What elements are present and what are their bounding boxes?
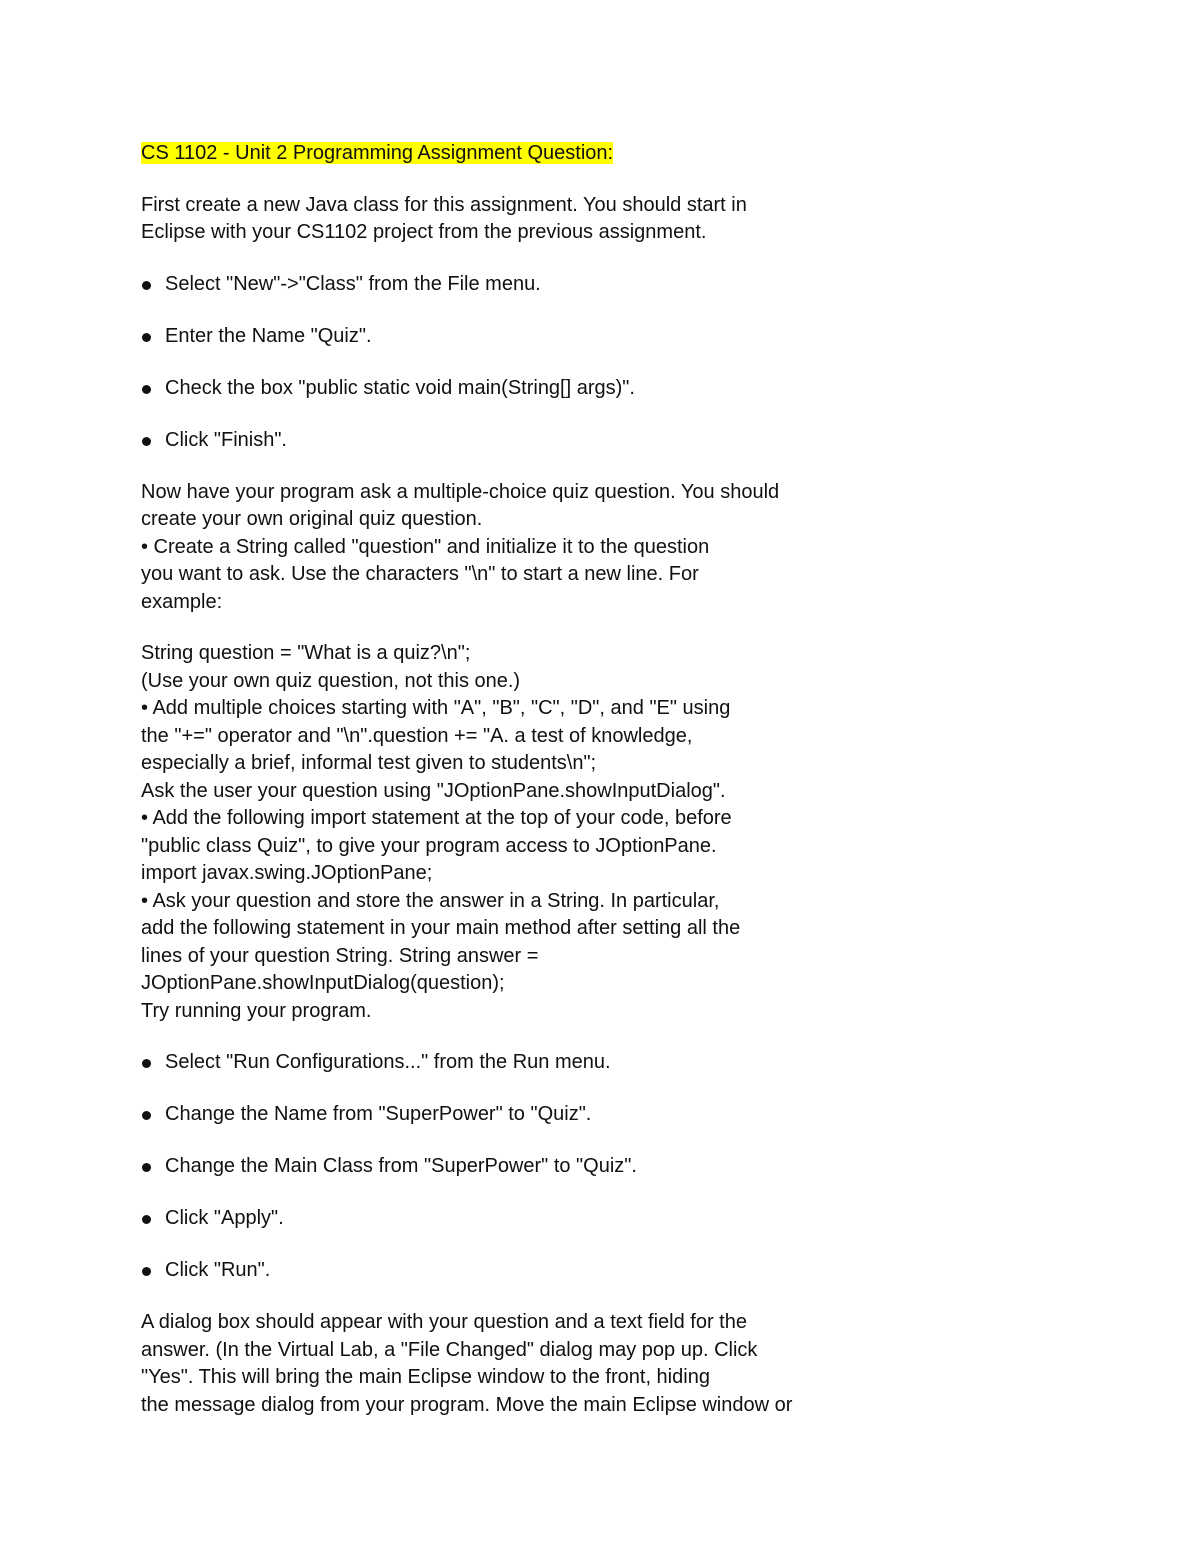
bullet-icon <box>142 333 151 342</box>
closing-line: answer. (In the Virtual Lab, a "File Changed" dialog may pop up. Click <box>141 1338 758 1361</box>
intro-line: Eclipse with your CS1102 project from the previous assignment. <box>141 221 707 243</box>
list-item <box>141 1049 841 1076</box>
bullet-icon <box>142 281 151 290</box>
list-item-text: Check the box "public static void main(String[] args)". <box>165 376 635 399</box>
list-item <box>141 1205 841 1232</box>
body-line: • Create a String called "question" and initialize it to the question <box>141 535 710 558</box>
bullet-icon <box>142 1267 151 1276</box>
closing-line: the message dialog from your program. Move the main Eclipse window or <box>141 1393 793 1416</box>
code-line: especially a brief, informal test given to students\n"; <box>141 752 597 774</box>
list-item-text: Click "Run". <box>165 1259 271 1281</box>
list-item-text: Change the Main Class from "SuperPower" to "Quiz". <box>165 1155 637 1177</box>
closing-paragraph <box>141 1309 841 1419</box>
document-page <box>141 140 841 1443</box>
closing-line: "Yes". This will bring the main Eclipse window to the front, hiding <box>141 1366 710 1388</box>
code-line: "public class Quiz", to give your program access to JOptionPane. <box>141 834 717 857</box>
title-row <box>141 140 841 168</box>
list-item-text: Select "Run Configurations..." from the Run menu. <box>165 1051 611 1073</box>
list-item-text: Select "New"->"Class" from the File menu. <box>165 272 541 295</box>
intro-line: First create a new Java class for this assignment. You should start in <box>141 193 747 216</box>
list-item <box>141 427 841 454</box>
bullet-icon <box>142 1111 151 1120</box>
code-line: the "+=" operator and "\n".question += "A. a test of knowledge, <box>141 724 693 747</box>
code-line: • Add the following import statement at the top of your code, before <box>141 807 732 829</box>
body-line: Now have your program ask a multiple-choice quiz question. You should <box>141 480 780 503</box>
body-line: example: <box>141 590 223 613</box>
question-instructions <box>141 479 841 617</box>
body-line: create your own original quiz question. <box>141 508 483 530</box>
code-line: String question = "What is a quiz?\n"; <box>141 642 471 664</box>
bullet-icon <box>142 385 151 394</box>
code-instructions <box>141 640 841 1025</box>
create-class-steps <box>141 271 841 454</box>
intro-paragraph <box>141 192 841 247</box>
list-item <box>141 1257 841 1284</box>
code-line: Ask the user your question using "JOptionPane.showInputDialog". <box>141 779 726 802</box>
list-item <box>141 1153 841 1180</box>
code-line: (Use your own quiz question, not this one.) <box>141 669 521 692</box>
list-item <box>141 323 841 350</box>
code-line: add the following statement in your main method after setting all the <box>141 917 741 939</box>
page-title: CS 1102 - Unit 2 Programming Assignment Question: <box>141 142 614 164</box>
list-item-text: Click "Apply". <box>165 1207 284 1229</box>
list-item-text: Change the Name from "SuperPower" to "Quiz". <box>165 1103 592 1125</box>
list-item <box>141 375 841 402</box>
bullet-icon <box>142 1059 151 1068</box>
code-line: JOptionPane.showInputDialog(question); <box>141 972 505 994</box>
bullet-icon <box>142 1215 151 1224</box>
closing-line: A dialog box should appear with your question and a text field for the <box>141 1311 747 1333</box>
bullet-icon <box>142 437 151 446</box>
bullet-icon <box>142 1163 151 1172</box>
code-line: import javax.swing.JOptionPane; <box>141 862 433 884</box>
list-item-text: Enter the Name "Quiz". <box>165 324 372 347</box>
list-item <box>141 1101 841 1128</box>
code-line: • Ask your question and store the answer in a String. In particular, <box>141 889 720 912</box>
list-item <box>141 271 841 298</box>
code-line: • Add multiple choices starting with "A", "B", "C", "D", and "E" using <box>141 697 731 719</box>
body-line: you want to ask. Use the characters "\n" to start a new line. For <box>141 563 699 585</box>
code-line: Try running your program. <box>141 999 372 1022</box>
list-item-text: Click "Finish". <box>165 428 287 451</box>
run-configuration-steps <box>141 1049 841 1284</box>
code-line: lines of your question String. String answer = <box>141 944 539 967</box>
